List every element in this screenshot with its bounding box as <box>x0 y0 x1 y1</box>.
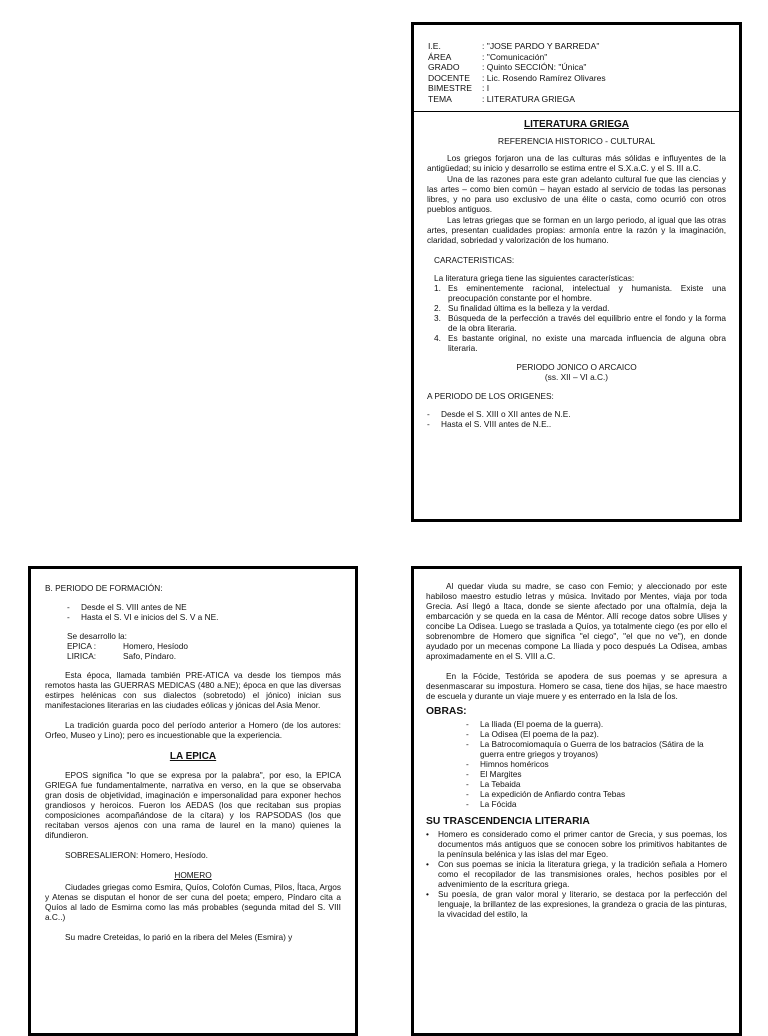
list-item <box>426 889 727 919</box>
list-intro: La literatura griega tiene las siguientes características: <box>434 273 635 284</box>
item-text: Es eminentemente racional, intelectual y humanista. Existe una preocupación constante por el hombre. <box>448 283 726 304</box>
list-item: - Himnos homéricos <box>466 759 549 769</box>
page-1-body <box>414 112 739 437</box>
header-value: : "Comunicación" <box>482 51 548 62</box>
item-number: 2. <box>434 303 441 314</box>
paragraph: EPOS significa "lo que se expresa por la palabra", por eso, la EPICA GRIEGA fue fundamentalmente, narrativa en verso, en la que se observaba gran dosis de objetividad, imaginación e impersonalidad para exponer hechos grandiosos y heroicos. Fueron los AEDAS (los que recitaban sus propias composiciones acompañándose de la cítara) y los RAPSODAS (los que recitaban versos ajenos con una rama de laurel en la mano) quienes la difundieron. <box>45 770 341 840</box>
period-range: (ss. XII – VI a.C.) <box>544 371 609 382</box>
item-text: La expedición de Anfiardo contra Tebas <box>480 789 626 799</box>
item-text: Desde el S. VIII antes de NE <box>81 602 187 612</box>
section-heading: B. PERIODO DE FORMACIÓN: <box>45 583 163 593</box>
section-heading: CARACTERISTICAS: <box>434 254 515 265</box>
list-item: - La Odisea (El poema de la paz). <box>466 729 599 739</box>
works-list <box>426 719 727 809</box>
list-item: - Desde el S. XIII o XII antes de N.E. <box>427 409 571 420</box>
header-key: DOCENTE <box>428 72 471 83</box>
paragraph: La tradición guarda poco del período anterior a Homero (de los autores: Orfeo, Museo y Lino); pero es incuestionable que la experiencia. <box>45 720 341 740</box>
item-text: Hasta el S. VIII antes de N.E.. <box>441 419 552 430</box>
genre-value: Homero, Hesíodo <box>123 641 189 651</box>
item-text: Hasta el S. VI e inicios del S. V a NE. <box>81 612 219 622</box>
list-item <box>426 859 727 889</box>
paragraph: Ciudades griegas como Esmira, Quíos, Colofón Cumas, Pilos, Ítaca, Argos y Atenas se disputan el honor de ser cuna del poeta; empero, Píndaro cita a Quíos al lado de Esmirna como las más probables (segunda mitad del S. VIII a.C..) <box>45 882 341 922</box>
list-item: - La Fócida <box>466 799 517 809</box>
header-value: : Quinto SECCIÓN: "Única" <box>482 62 587 73</box>
section-title: LA EPICA <box>169 751 217 762</box>
intro-text: Se desarrollo la: <box>67 631 127 641</box>
list-item: - Hasta el S. VIII antes de N.E.. <box>427 419 552 430</box>
paragraph: En la Fócide, Testórida se apodera de sus poemas y se apresura a desenmascarar su impostura. Homero se casa, tiene dos hijas, se hace maestro de escuela y durante un viaje muere y es enterrado en la Isla de Íos. <box>426 671 727 701</box>
item-text: La Tebaida <box>480 779 521 789</box>
paragraph: SOBRESALIERON: Homero, Hesíodo. <box>65 850 208 860</box>
genre-row <box>67 651 341 661</box>
item-text: Es bastante original, no existe una marcada influencia de alguna obra literaria. <box>448 332 726 353</box>
list-item: - La Iliada (El poema de la guerra). <box>466 719 604 729</box>
page-title: LITERATURA GRIEGA <box>524 118 629 130</box>
bullet-icon: • <box>426 829 429 839</box>
item-text: Su finalidad última es la belleza y la verdad. <box>448 303 610 314</box>
item-text: Búsqueda de la perfección a través del equilibrio entre el fondo y la forma de la obra literaria. <box>448 313 726 333</box>
genre-key: EPICA : <box>67 641 97 651</box>
bullet-icon: • <box>426 859 429 869</box>
header-row <box>428 62 725 73</box>
paragraph: Su madre Creteidas, lo parió en la ribera del Meles (Esmira) y <box>65 932 293 942</box>
section-title: HOMERO <box>174 870 212 880</box>
item-text: Homero es considerado como el primer cantor de Grecia, y sus poemas, los documentos más antiguos que se conocen sobre los primitivos habitantes de la península belénica y las islas del mar Egeo. <box>438 829 727 859</box>
item-text: La Batrocomiomaquía o Guerra de los batracios (Sátira de la guerra entre griegos y troyanos) <box>480 739 704 759</box>
header-key: GRADO <box>428 62 460 73</box>
header-row <box>428 83 725 94</box>
item-text: Himnos homéricos <box>480 759 549 769</box>
list-item: - El Margites <box>466 769 522 779</box>
item-text: La Fócida <box>480 799 517 809</box>
section-heading: OBRAS: <box>426 706 467 717</box>
item-number: 3. <box>434 313 441 324</box>
list-item: - La expedición de Anfiardo contra Tebas <box>466 789 626 799</box>
header-key: I.E. <box>428 41 441 51</box>
list-item: - La Batrocomiomaquía o Guerra de los batracios (Sátira de la guerra entre griegos y troyanos) <box>466 739 727 759</box>
header-value: : LITERATURA GRIEGA <box>482 93 575 104</box>
characteristics-list <box>427 284 726 353</box>
item-number: 1. <box>434 283 441 294</box>
page-2-body <box>31 569 355 957</box>
header-value: : "JOSE PARDO Y BARREDA" <box>482 41 600 51</box>
header-value: : I <box>482 83 490 94</box>
header-row <box>428 52 725 63</box>
header-key: TEMA <box>428 93 452 104</box>
genre-value: Safo, Píndaro. <box>123 651 177 661</box>
header-value: : Lic. Rosendo Ramírez Olivares <box>482 72 606 83</box>
bullet-icon: • <box>426 889 429 899</box>
list-item <box>434 314 726 334</box>
section-heading: A PERIODO DE LOS ORIGENES: <box>427 390 554 401</box>
list-item: - Desde el S. VIII antes de NE <box>67 602 187 612</box>
paragraph: Una de las razones para este gran adelanto cultural fue que las ciencias y las artes – como bien común – hayan estado al servicio de todas las personas libres, y no para uso exclusivo de una élite o casta, como ocurrió con otros pueblos antiguos. <box>427 174 726 214</box>
list-item <box>434 334 726 354</box>
document-page-2 <box>28 566 358 1036</box>
list-item <box>434 284 726 304</box>
paragraph: Las letras griegas que se forman en un largo periodo, al igual que las otras artes, presentan cualidades propias: armonía entre la razón y la imaginación, claridad, sobriedad y valorización de los humano. <box>427 214 726 245</box>
item-text: La Odisea (El poema de la paz). <box>480 729 599 739</box>
list-item <box>426 829 727 859</box>
paragraph: Al quedar viuda su madre, se caso con Femio; y aleccionado por este habiloso maestro estudio letras y música. Invitado por Mentes, viaja por toda Grecia. Así llegó a Itaca, donde se siente afectado por una oftalmía, deja la embarcación y se queda en la casa de Méntor. Allí recoge datos sobre Ulises y concibe La Odisea. Luego se traslada a Quíos, ya totalmente ciego (es por ello el sobrenombre de Homero que significa "el ciego", "el que no ve"), en donde ayudado por un mecenas compone La Iliada y poco después La Odisea, ambas aproximadamente en el S. VIII a.C. <box>426 581 727 661</box>
header-key: ÁREA <box>428 51 452 62</box>
document-page-3 <box>411 566 742 1036</box>
list-item: - Hasta el S. VI e inicios del S. V a NE. <box>67 612 219 622</box>
header-row <box>428 73 725 84</box>
header-row <box>428 41 725 52</box>
item-text: Desde el S. XIII o XII antes de N.E. <box>441 409 571 420</box>
course-header <box>414 25 739 112</box>
item-text: La Iliada (El poema de la guerra). <box>480 719 604 729</box>
header-row <box>428 94 725 105</box>
paragraph: Esta época, llamada también PRE-ATICA va desde los tiempos más remotos hasta las GUERRAS MEDICAS (480 a.NE); época en que las diversas estirpes helénicas con sus dialectos (sobretodo) el jónico) inician sus manifestaciones literarias en las ciudades eólicas y jónicas del Asia Menor. <box>45 670 341 710</box>
period-title: PERIODO JONICO O ARCAICO <box>516 361 637 372</box>
item-text: Con sus poemas se inicia la literatura griega, y la tradición señala a Homero como el recopilador de las transmisiones orales, hechos posibles por el advenimiento de la escritura griega. <box>438 859 727 889</box>
list-item: - La Tebaida <box>466 779 521 789</box>
page-3-body <box>414 569 739 931</box>
item-text: El Margites <box>480 769 522 779</box>
genre-row <box>67 641 341 651</box>
document-page-1 <box>411 22 742 522</box>
section-subtitle: REFERENCIA HISTORICO - CULTURAL <box>497 136 656 147</box>
header-key: BIMESTRE <box>428 83 472 94</box>
paragraph: Los griegos forjaron una de las culturas más sólidas e influyentes de la antigüedad; su inicio y desarrollo se estima entre el S.X.a.C. y el S. III a.C. <box>427 153 726 174</box>
item-text: Su poesía, de gran valor moral y literario, se destaca por la perfección del lenguaje, la brillantez de las expresiones, la grandeza o gracia de las pinturas, la vivacidad del estilo, la <box>438 889 727 919</box>
item-number: 4. <box>434 332 441 343</box>
section-heading: SU TRASCENDENCIA LITERARIA <box>426 816 590 827</box>
genre-key: LIRICA: <box>67 651 97 661</box>
